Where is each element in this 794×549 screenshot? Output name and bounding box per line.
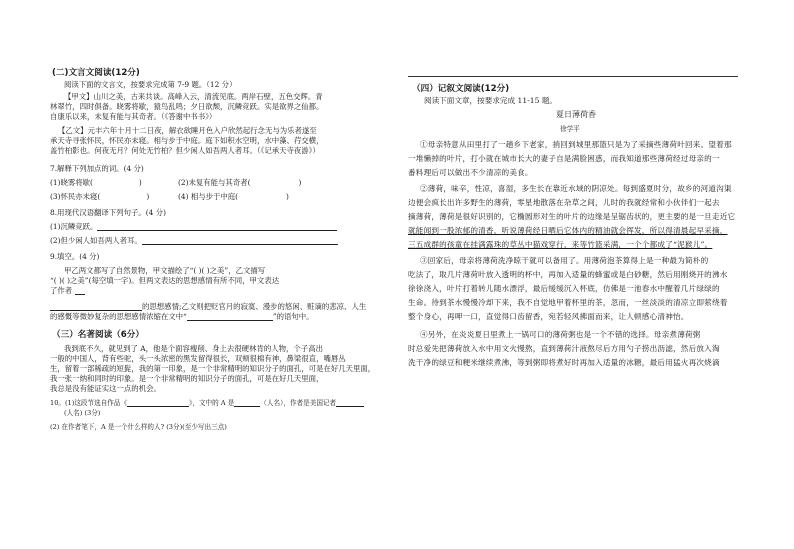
- para-4-line-3: 洗干净的绿豆和粳米继续煮沸，等到粥即将煮好时再加入适量的冰糖，最后用猛火再次烧滴: [408, 358, 720, 367]
- mingzhu-line-3: 生，留着一部稀疏的短髭，我的第一印象，是一个非常精明的知识分子的面孔，可是在好几天里面，: [50, 364, 376, 373]
- jia-text-line-1: 【甲文】山川之美，古来共谈。高峰入云，清流见底。两岸石壁，五色交辉。青: [64, 92, 323, 101]
- para-3-line-2: 吃法了，取几片薄荷叶放入透明的杯中，再加入适量的蜂蜜或是白砂糖，然后用刚烧开的沸水: [408, 270, 728, 279]
- para-3-line-3: 徐徐浇入，叶片打着转儿随水漂浮，最后缓缓沉入杯底，仿佛是一池春水中醒着几片绿绿的: [408, 284, 720, 293]
- yi-text-line-3: 盖竹柏影也。何夜无月？何处无竹柏？但少闲人如吾两人者耳。（《记承天寺夜游》）: [50, 146, 320, 155]
- para-3-line-4: 生命。待到茶水慢慢冷却下来，我不自觉地甲着杯里的茶，忽而，一丝淡淡的清凉立即萦绕着: [408, 298, 728, 307]
- yi-text-line-2: 承天寺寻张怀民，怀民亦未寝。相与步于中庭。庭下如积水空明，水中藻、荇交横，: [50, 136, 324, 145]
- question-10-part-2: (2) 在作者笔下，A 是一个什么样的人? (3分)(至少写出三点): [50, 423, 227, 431]
- question-8: 8.用现代汉语翻译下列句子。(4 分): [50, 208, 166, 217]
- section-2-title: (二)文言文阅读(12分): [52, 68, 140, 78]
- jia-text-line-2: 林翠竹，四时俱备。晓雾将歇，猿鸟乱鸣；夕日欲颓，沉鳞竞跃。实是欲界之仙都。: [50, 102, 324, 111]
- question-7: 7.解释下列加点的词。(4 分): [50, 164, 144, 173]
- yi-text-line-1: 【乙文】元丰六年十月十二日夜，解衣欲睡月色入户欣然起行念无与为乐者遂至: [58, 126, 317, 135]
- q7-item-3: (3)怀民亦未寝( ): [50, 192, 150, 201]
- para-2-line-2: 边便会疯长出许多野生的薄荷，零星地散落在杂草之间，儿时的我就经常和小伙伴们一起去: [408, 198, 720, 207]
- section-2-intro: 阅读下面的文言文，按要求完成第 7-9 题。（12 分）: [64, 80, 237, 89]
- q8-item-1: (1)沉鳞竞跃。: [50, 222, 337, 232]
- para-2-line-4: 就能闻到一股浓郁的清香，听说薄荷经日晒后它体内的精油就会挥发，所以得清晨起早采摘，: [408, 226, 728, 235]
- para-2-line-3: 摘薄荷，薄荷是很好识别的，它椭圆形对生的叶片的边缘是呈锯齿状的，更主要的是一旦走近它: [408, 212, 736, 221]
- top-rule: [408, 76, 738, 77]
- q7-item-4: (4) 相与步于中庭( ): [178, 192, 289, 201]
- q7-item-1: (1)晓雾将歇( ): [50, 178, 142, 187]
- para-2-line-5: 三五成群的孩童在挂满露珠的草丛中猫戏穿行，来等竹篮采满，一个个都成了“泥猴儿”。: [408, 240, 713, 249]
- q9-line-2: “( )( )之美”(每空填一字)。但两文表达的思想感情有所不同，甲文表达: [50, 276, 280, 285]
- para-4-line-1: ④另外，在炎炎夏日里煮上一锅可口的薄荷粥也是一个不错的选择。母亲煮薄荷粥: [420, 330, 701, 339]
- section-3-title: （三）名著阅读（6分）: [52, 330, 144, 340]
- mingzhu-line-2: 一般的中国人，背有些驼，头一头浓密的黑发留得很长，双颊很棉有神，鼻梁很直，嘴唇丛: [50, 354, 346, 363]
- para-1-line-2: 一堆懒掉的叶片，打小就在城市长大的妻子自是满脸困惑，而我知道那些薄荷经过母亲的一: [408, 154, 720, 163]
- q7-item-2: (2)未复有能与其奇者( ): [178, 178, 302, 187]
- article-author: 徐学平: [560, 125, 580, 133]
- question-10-author: (人名) (3分): [64, 409, 101, 417]
- para-1-line-1: ①母亲特意从田里打了一趟乡下老家，捎回到城里那篮只是为了采摘些薄荷叶回来。望着那: [420, 140, 732, 149]
- section-4-title: （四）记叙文阅读(12分): [412, 84, 510, 94]
- question-10: 10。(1)这段节选自作品《 》，文中的 A 是 （人名），作者是美国记者: [50, 398, 364, 408]
- q9-line-3: 了作者: [50, 286, 85, 296]
- q9-line-5: 的感慨等微妙复杂的思想感情浓缩在文中“ ”的语句中。: [50, 312, 314, 321]
- mingzhu-line-1: 我到底不久，就见到了 A，他是个面容瘦削、身上去很硬林肯的人物，个子高出: [64, 344, 323, 353]
- q9-line-4: 的思想感情;乙文则把贬官月的寂寞、漫步的悠闲、赃谪的悲凉、人生: [50, 302, 366, 312]
- section-4-intro: 阅读下面文章，按要求完成 11-15 题。: [424, 96, 558, 105]
- jia-text-line-3: 自康乐以来，未复有能与其奇者。（《答谢中书书》）: [50, 112, 217, 121]
- article-title: 夏日薄荷香: [556, 110, 596, 119]
- para-4-line-2: 时总爱先把薄荷放入水中用文火慢熬，直到薄荷汁液熬尽后方用勺子捞出沥滤，然后放入淘: [408, 344, 720, 353]
- q8-item-2: (2)但少闲人如吾两人者耳。: [50, 236, 338, 246]
- mingzhu-line-5: 我总是没有能证实这一点的机会。: [50, 384, 161, 393]
- para-3-line-1: ③回家后，母亲将薄荷洗净晾干就可以备用了。用薄荷泡茶算得上是一种最为简朴的: [420, 256, 709, 265]
- mingzhu-line-4: 我一张一纳和同时的印象。是一个非常精明的知识分子的面孔，可是在好几天里面，: [50, 374, 324, 383]
- para-1-line-3: 番料理后可以做出不少清凉的美食。: [408, 168, 533, 177]
- question-9: 9.填空。(4 分): [50, 252, 100, 261]
- q9-line-1: 甲乙两文都写了自然景物，甲文描绘了“( )( )之美”，乙文描写: [64, 266, 266, 275]
- para-2-line-1: ②薄荷，味辛，性凉，喜湿，多生长在靠近水域的阴凉处。每到盛夏时分，故乡的河道沟渠: [420, 184, 732, 193]
- para-3-line-5: 整个身心，再呷一口，直觉得口齿留香，宛若轻风拂面而来，让人顿感心清神怡。: [408, 312, 689, 321]
